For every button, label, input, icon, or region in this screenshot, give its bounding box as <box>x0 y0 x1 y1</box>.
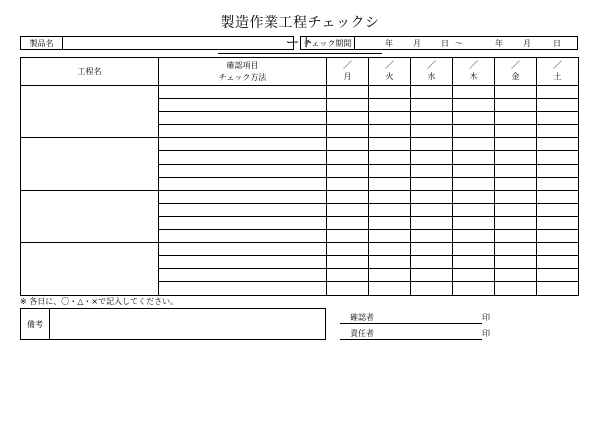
check-item-cell[interactable] <box>159 282 327 295</box>
check-item-cell[interactable] <box>159 203 327 216</box>
day-check-cell[interactable] <box>327 190 369 203</box>
day-check-cell[interactable] <box>369 203 411 216</box>
date-slash: ／ <box>552 61 563 71</box>
day-label-sat: 土 <box>553 72 562 81</box>
process-name-cell[interactable] <box>21 86 159 138</box>
day-label-tue: 火 <box>385 72 394 81</box>
check-item-cell[interactable] <box>159 151 327 164</box>
day-label-mon: 月 <box>343 72 352 81</box>
day-header-sat <box>537 58 579 86</box>
day-check-cell[interactable] <box>327 230 369 243</box>
day-check-cell[interactable] <box>369 138 411 151</box>
day-check-cell[interactable] <box>411 125 453 138</box>
day-check-cell[interactable] <box>453 99 495 112</box>
day-check-cell[interactable] <box>537 243 579 256</box>
day-check-cell[interactable] <box>495 243 537 256</box>
check-item-cell[interactable] <box>159 138 327 151</box>
day-check-cell[interactable] <box>411 269 453 282</box>
day-check-cell[interactable] <box>369 216 411 229</box>
table-row <box>21 138 579 151</box>
day-check-cell[interactable] <box>453 112 495 125</box>
day-check-cell[interactable] <box>411 138 453 151</box>
day-check-cell[interactable] <box>495 112 537 125</box>
day-check-cell[interactable] <box>369 151 411 164</box>
date-slash: ／ <box>342 61 353 71</box>
day-label-fri: 金 <box>511 72 520 81</box>
check-item-cell[interactable] <box>159 230 327 243</box>
day-check-cell[interactable] <box>411 256 453 269</box>
day-check-cell[interactable] <box>453 138 495 151</box>
day-check-cell[interactable] <box>537 256 579 269</box>
day-header-wed <box>411 58 453 86</box>
day-check-cell[interactable] <box>369 269 411 282</box>
day-check-cell[interactable] <box>327 125 369 138</box>
process-name-header: 工程名 <box>21 58 159 86</box>
check-period-label: チェック期間 <box>301 37 355 49</box>
day-check-cell[interactable] <box>537 203 579 216</box>
day-check-cell[interactable] <box>495 138 537 151</box>
day-check-cell[interactable] <box>411 112 453 125</box>
day-check-cell[interactable] <box>537 86 579 99</box>
day-header-thu <box>453 58 495 86</box>
day-check-cell[interactable] <box>369 282 411 295</box>
remarks-label: 備考 <box>21 309 50 339</box>
day-check-cell[interactable] <box>495 230 537 243</box>
day-check-cell[interactable] <box>537 177 579 190</box>
period-end-day: 日 <box>553 38 561 48</box>
supervisor-label: 責任者 <box>350 329 374 338</box>
product-name-label: 製品名 <box>21 37 63 49</box>
check-item-cell[interactable] <box>159 216 327 229</box>
day-check-cell[interactable] <box>495 99 537 112</box>
day-check-cell[interactable] <box>327 177 369 190</box>
day-check-cell[interactable] <box>411 99 453 112</box>
check-item-label: 確認項目 <box>226 60 259 70</box>
day-check-cell[interactable] <box>327 164 369 177</box>
day-check-cell[interactable] <box>327 112 369 125</box>
check-item-cell[interactable] <box>159 112 327 125</box>
remarks-value[interactable] <box>50 309 325 339</box>
day-label-wed: 水 <box>427 72 436 81</box>
check-item-cell[interactable] <box>159 269 327 282</box>
day-check-cell[interactable] <box>411 282 453 295</box>
day-check-cell[interactable] <box>537 138 579 151</box>
period-start-year: 年 <box>385 38 393 48</box>
table-body <box>21 86 579 296</box>
day-check-cell[interactable] <box>537 190 579 203</box>
page-title: 製造作業工程チェックシート <box>218 12 382 54</box>
day-check-cell[interactable] <box>495 190 537 203</box>
day-check-cell[interactable] <box>495 216 537 229</box>
table-row <box>21 190 579 203</box>
day-check-cell[interactable] <box>369 164 411 177</box>
day-check-cell[interactable] <box>369 256 411 269</box>
check-item-cell[interactable] <box>159 177 327 190</box>
day-check-cell[interactable] <box>411 86 453 99</box>
day-check-cell[interactable] <box>327 86 369 99</box>
supervisor-signature-line[interactable] <box>340 326 482 340</box>
day-header-tue <box>369 58 411 86</box>
day-check-cell[interactable] <box>369 230 411 243</box>
check-period-field[interactable] <box>300 36 578 50</box>
process-name-cell[interactable] <box>21 190 159 242</box>
check-item-cell[interactable] <box>159 99 327 112</box>
day-check-cell[interactable] <box>537 216 579 229</box>
process-name-cell[interactable] <box>21 243 159 295</box>
day-check-cell[interactable] <box>327 243 369 256</box>
instruction-note: ※ 各日に、〇・△・×で記入してください。 <box>20 297 179 306</box>
day-check-cell[interactable] <box>537 230 579 243</box>
day-check-cell[interactable] <box>327 216 369 229</box>
day-check-cell[interactable] <box>453 164 495 177</box>
day-check-cell[interactable] <box>495 125 537 138</box>
check-item-cell[interactable] <box>159 190 327 203</box>
check-item-cell[interactable] <box>159 86 327 99</box>
product-name-field[interactable] <box>20 36 294 50</box>
table-row <box>21 86 579 99</box>
confirmer-seal-mark: 印 <box>482 313 490 322</box>
day-header-fri <box>495 58 537 86</box>
check-item-cell[interactable] <box>159 243 327 256</box>
day-check-cell[interactable] <box>537 282 579 295</box>
day-check-cell[interactable] <box>369 190 411 203</box>
date-slash: ／ <box>510 61 521 71</box>
day-check-cell[interactable] <box>453 230 495 243</box>
day-check-cell[interactable] <box>495 256 537 269</box>
period-start-month: 月 <box>413 38 421 48</box>
day-check-cell[interactable] <box>411 177 453 190</box>
process-name-cell[interactable] <box>21 138 159 190</box>
period-start-day: 日 <box>441 38 449 48</box>
day-check-cell[interactable] <box>537 151 579 164</box>
day-check-cell[interactable] <box>327 203 369 216</box>
day-check-cell[interactable] <box>495 164 537 177</box>
day-check-cell[interactable] <box>453 269 495 282</box>
day-check-cell[interactable] <box>411 230 453 243</box>
period-end-year: 年 <box>495 38 503 48</box>
day-label-thu: 木 <box>469 72 478 81</box>
day-check-cell[interactable] <box>453 282 495 295</box>
day-check-cell[interactable] <box>495 177 537 190</box>
day-check-cell[interactable] <box>411 203 453 216</box>
day-check-cell[interactable] <box>537 125 579 138</box>
check-table <box>20 57 579 296</box>
day-check-cell[interactable] <box>453 151 495 164</box>
day-check-cell[interactable] <box>327 138 369 151</box>
day-check-cell[interactable] <box>369 125 411 138</box>
day-check-cell[interactable] <box>453 203 495 216</box>
day-check-cell[interactable] <box>411 164 453 177</box>
supervisor-seal-mark: 印 <box>482 329 490 338</box>
day-check-cell[interactable] <box>453 125 495 138</box>
period-separator: ～ <box>455 38 463 48</box>
day-check-cell[interactable] <box>453 86 495 99</box>
day-check-cell[interactable] <box>411 151 453 164</box>
check-item-cell[interactable] <box>159 125 327 138</box>
check-item-cell[interactable] <box>159 164 327 177</box>
check-item-header <box>159 58 327 86</box>
day-check-cell[interactable] <box>327 99 369 112</box>
day-check-cell[interactable] <box>495 282 537 295</box>
day-check-cell[interactable] <box>411 216 453 229</box>
date-slash: ／ <box>384 61 395 71</box>
day-check-cell[interactable] <box>495 86 537 99</box>
check-method-label: チェック方法 <box>218 72 267 82</box>
confirmer-signature-line[interactable] <box>340 310 482 324</box>
day-check-cell[interactable] <box>327 282 369 295</box>
day-header-mon <box>327 58 369 86</box>
day-check-cell[interactable] <box>369 243 411 256</box>
day-check-cell[interactable] <box>537 269 579 282</box>
day-check-cell[interactable] <box>411 190 453 203</box>
day-check-cell[interactable] <box>453 190 495 203</box>
day-check-cell[interactable] <box>327 151 369 164</box>
remarks-field[interactable] <box>20 308 326 340</box>
day-check-cell[interactable] <box>537 164 579 177</box>
day-check-cell[interactable] <box>369 177 411 190</box>
table-header-row <box>21 58 579 86</box>
check-item-cell[interactable] <box>159 256 327 269</box>
day-check-cell[interactable] <box>327 269 369 282</box>
day-check-cell[interactable] <box>411 243 453 256</box>
date-slash: ／ <box>426 61 437 71</box>
day-check-cell[interactable] <box>495 269 537 282</box>
confirmer-label: 確認者 <box>350 313 374 322</box>
day-check-cell[interactable] <box>327 256 369 269</box>
day-check-cell[interactable] <box>369 86 411 99</box>
period-end-month: 月 <box>523 38 531 48</box>
date-slash: ／ <box>468 61 479 71</box>
day-check-cell[interactable] <box>369 112 411 125</box>
day-check-cell[interactable] <box>453 216 495 229</box>
day-check-cell[interactable] <box>495 151 537 164</box>
day-check-cell[interactable] <box>369 99 411 112</box>
day-check-cell[interactable] <box>453 243 495 256</box>
product-name-value[interactable] <box>63 37 293 49</box>
day-check-cell[interactable] <box>453 177 495 190</box>
day-check-cell[interactable] <box>537 99 579 112</box>
table-row <box>21 243 579 256</box>
day-check-cell[interactable] <box>537 112 579 125</box>
day-check-cell[interactable] <box>453 256 495 269</box>
day-check-cell[interactable] <box>495 203 537 216</box>
